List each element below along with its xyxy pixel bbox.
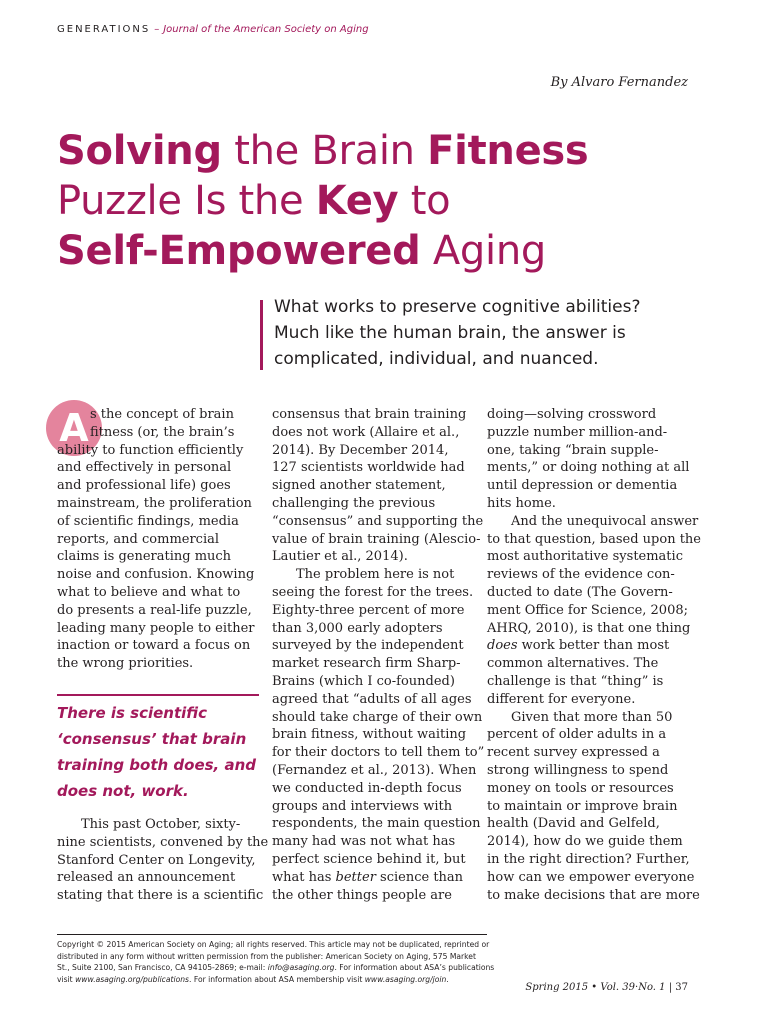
body-line: 127 scientists worldwide had	[272, 460, 465, 476]
membership-link[interactable]: www.asaging.org/join	[364, 974, 447, 984]
body-line: claims is generating much	[57, 549, 232, 565]
body-line: in the right direction? Further,	[487, 851, 690, 867]
body-line: challenging the previous	[272, 495, 436, 511]
body-line: ment Office for Science, 2008;	[487, 602, 689, 618]
folio-dot: ·	[635, 982, 639, 993]
body-line: respondents, the main question	[272, 816, 481, 832]
body-line: to maintain or improve brain	[487, 798, 678, 814]
issue-season: Spring 2015	[525, 982, 589, 993]
journal-name: Journal of the American Society on Aging	[163, 24, 369, 35]
body-line: many had was not what has	[272, 834, 456, 850]
body-line: ducted to date (The Govern-	[487, 584, 673, 600]
body-line: should take charge of their own	[272, 709, 483, 725]
running-head	[57, 24, 369, 35]
body-line: s the concept of brain	[90, 407, 234, 422]
issue-volume: Vol. 39	[600, 982, 635, 993]
deck-accent-bar	[260, 300, 263, 370]
email-link[interactable]: info@asaging.org	[267, 963, 335, 972]
body-line: signed another statement,	[272, 478, 446, 494]
body-line: agreed that “adults of all ages	[272, 691, 472, 707]
body-line: consensus that brain training	[272, 407, 467, 422]
body-line: Stanford Center on Longevity,	[57, 852, 256, 868]
body-line: until depression or dementia	[487, 478, 678, 494]
body-line: groups and interviews with	[272, 798, 453, 814]
copyright-line	[57, 962, 495, 974]
body-line: hits home.	[487, 495, 556, 511]
title-word: Fitness	[427, 128, 589, 174]
title-word: Puzzle Is the	[57, 178, 316, 224]
body-line: noise and confusion. Knowing	[57, 567, 255, 583]
body-line: we conducted in-depth focus	[272, 780, 462, 796]
title-line-3	[57, 226, 588, 276]
pull-quote-line: ‘consensus’ that brain	[57, 730, 247, 748]
body-line: Lautier et al., 2014).	[272, 549, 408, 565]
body-line: to make decisions that are more	[487, 887, 700, 903]
body-line: (Fernandez et al., 2013). When	[272, 762, 477, 778]
dropcap-letter: A	[59, 406, 89, 450]
body-line: reviews of the evidence con-	[487, 567, 675, 583]
body-line: ability to function efficiently	[57, 442, 244, 458]
byline: By Alvaro Fernandez	[550, 75, 688, 90]
body-line: nine scientists, convened by the	[57, 834, 269, 850]
copyright-text: distributed in any form without written permission from the publisher: American Society on Aging, 575 Market	[57, 951, 476, 961]
copyright-text: St., Suite 2100, San Francisco, CA 94105-2869; e-mail:	[57, 963, 268, 972]
issue-number: No. 1	[638, 982, 666, 993]
body-line: how can we empower everyone	[487, 869, 695, 885]
body-line: value of brain training (Alescio-	[272, 531, 481, 547]
body-line: what to believe and what to	[57, 584, 241, 600]
body-line: the other things people are	[272, 887, 452, 903]
body-line: and effectively in personal	[57, 460, 232, 476]
copyright-text: visit	[57, 974, 76, 984]
body-line: than 3,000 early adopters	[272, 620, 443, 636]
body-line: perfect science behind it, but	[272, 851, 466, 867]
pull-quote-line: training both does, and	[57, 756, 257, 774]
body-line: And the unequivocal answer	[511, 513, 699, 529]
title-word: the Brain	[221, 128, 428, 174]
body-line: released an announcement	[57, 870, 236, 886]
body-column-3	[487, 406, 701, 904]
copyright-line	[57, 974, 487, 986]
body-line: This past October, sixty-	[81, 817, 241, 832]
body-text: work better than most	[517, 638, 670, 654]
body-line: health (David and Gelfeld,	[487, 816, 660, 832]
article-title	[57, 126, 588, 276]
body-emphasis: better	[335, 869, 376, 885]
body-line: AHRQ, 2010), is that one thing	[487, 620, 691, 636]
pull-quote	[57, 700, 262, 804]
body-line: Brains (which I co-founded)	[272, 673, 455, 689]
body-line: and professional life) goes	[57, 478, 231, 494]
body-line: does not work (Allaire et al.,	[272, 424, 460, 440]
folio-bar: |	[668, 982, 673, 993]
body-line: fitness (or, the brain’s	[90, 424, 235, 440]
body-line: Eighty-three percent of more	[272, 602, 465, 618]
body-line: for their doctors to tell them to”	[272, 745, 485, 761]
copyright-text: Copyright © 2015 American Society on Aging; all rights reserved. This article may not be duplicated, reprinted or	[57, 940, 490, 949]
copyright-text: . For information about ASA’s publications	[334, 963, 495, 972]
folio	[525, 982, 688, 993]
body-line: seeing the forest for the trees.	[272, 584, 474, 600]
body-line: ments,” or doing nothing at all	[487, 460, 690, 476]
title-line-1	[57, 126, 588, 176]
pull-quote-line: There is scientific	[57, 704, 207, 722]
body-line	[487, 637, 697, 655]
body-column-2	[272, 406, 485, 904]
body-line: challenge is that “thing” is	[487, 673, 664, 689]
deck	[274, 294, 694, 372]
body-line: puzzle number million-and-	[487, 424, 668, 440]
body-line: 2014). By December 2014,	[272, 442, 449, 458]
body-line: Given that more than 50	[511, 709, 673, 725]
body-line: surveyed by the independent	[272, 638, 464, 654]
body-line: most authoritative systematic	[487, 549, 683, 565]
body-line: recent survey expressed a	[487, 745, 660, 761]
body-line: reports, and commercial	[57, 531, 220, 547]
body-line	[272, 869, 477, 887]
body-line: do presents a real-life puzzle,	[57, 602, 252, 618]
body-line: to that question, based upon the	[487, 531, 701, 547]
deck-line: What works to preserve cognitive abilities?	[274, 297, 641, 317]
body-line: “consensus” and supporting the	[272, 513, 484, 529]
pull-quote-line: does not, work.	[57, 782, 189, 800]
body-line: one, taking “brain supple-	[487, 442, 659, 458]
footer-rule	[57, 934, 487, 935]
body-text: what has	[272, 869, 336, 885]
publication-name: GENERATIONS	[57, 24, 151, 35]
copyright-line	[57, 939, 490, 951]
body-line: doing—solving crossword	[487, 407, 657, 422]
body-line: inaction or toward a focus on	[57, 638, 251, 654]
body-line: market research firm Sharp-	[272, 656, 461, 672]
copyright-text: .	[446, 974, 449, 984]
body-line: The problem here is not	[296, 567, 455, 583]
body-line: 2014), how do we guide them	[487, 834, 683, 850]
title-word: Solving	[57, 128, 222, 174]
title-word: Aging	[420, 228, 546, 274]
body-line: of scientific findings, media	[57, 513, 239, 529]
body-line: percent of older adults in a	[487, 727, 667, 743]
body-line: stating that there is a scientific	[57, 888, 264, 904]
deck-line: Much like the human brain, the answer is	[274, 323, 626, 343]
title-line-2	[57, 176, 588, 226]
title-word: to	[398, 178, 451, 224]
body-column-1-continued	[57, 816, 269, 905]
body-text: science than	[375, 869, 464, 885]
title-word: Key	[315, 178, 399, 224]
deck-line: complicated, individual, and nuanced.	[274, 349, 599, 369]
page-number: 37	[675, 982, 688, 993]
body-line: the wrong priorities.	[57, 656, 194, 672]
body-line: money on tools or resources	[487, 780, 674, 796]
body-line: mainstream, the proliferation	[57, 495, 252, 511]
copyright-notice	[57, 939, 495, 985]
copyright-text: . For information about ASA membership visit	[189, 974, 365, 984]
copyright-line	[57, 951, 487, 963]
body-emphasis: does	[487, 638, 518, 654]
body-column-1	[57, 406, 257, 673]
body-line: strong willingness to spend	[487, 762, 669, 778]
publications-link[interactable]: www.asaging.org/publications	[75, 974, 190, 984]
body-line: different for everyone.	[487, 691, 636, 707]
pull-quote-rule	[57, 694, 259, 696]
running-head-separator: –	[154, 24, 160, 35]
body-line: brain fitness, without waiting	[272, 727, 467, 743]
folio-bullet: •	[591, 982, 598, 993]
title-word: Self-Empowered	[57, 228, 421, 274]
body-line: common alternatives. The	[487, 656, 659, 672]
body-line: leading many people to either	[57, 620, 255, 636]
